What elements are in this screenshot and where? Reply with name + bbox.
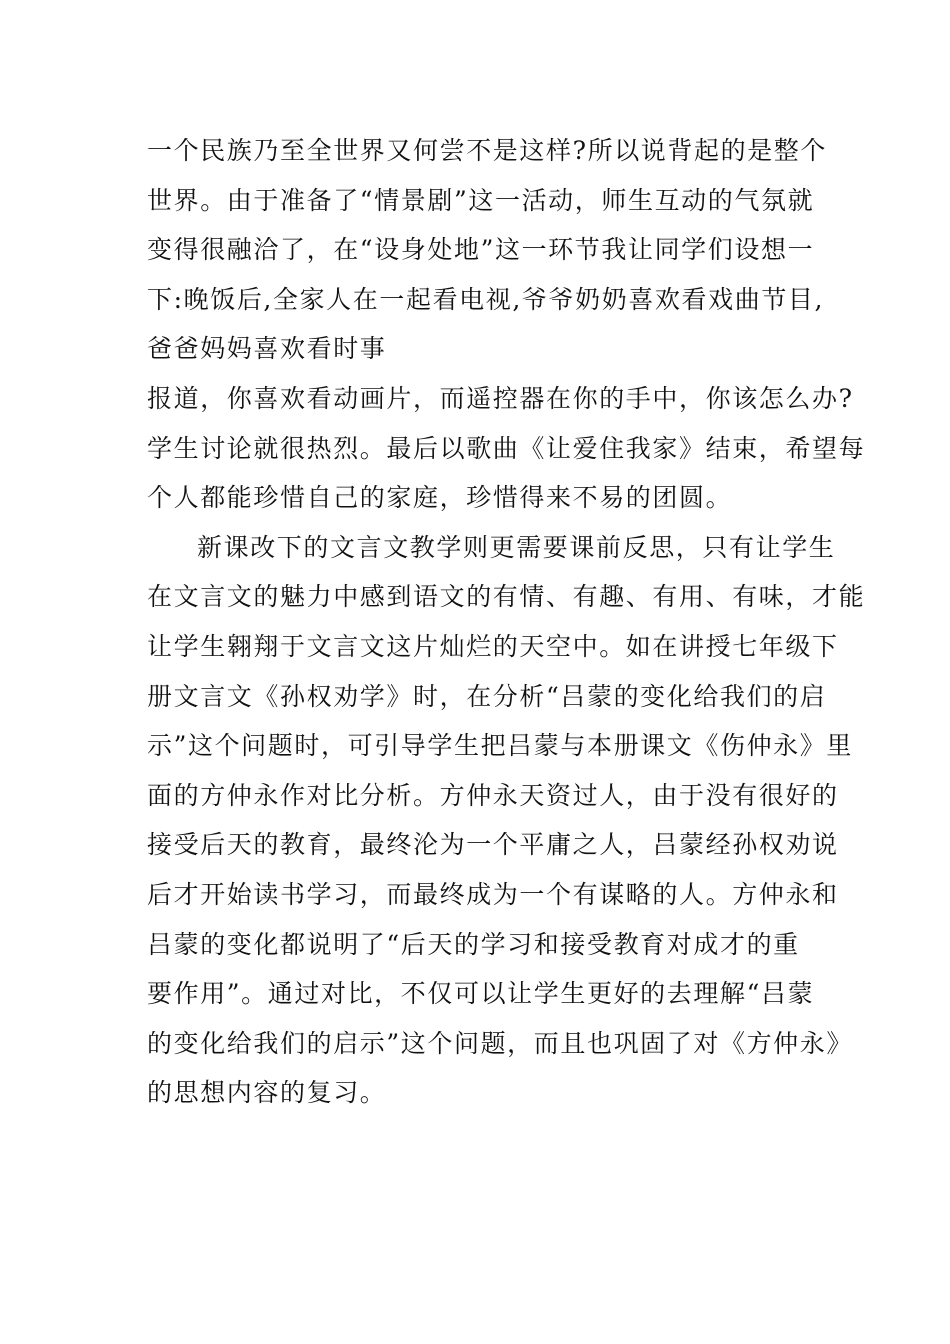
text-line-14: 面的方仲永作对比分析。方仲永天资过人，由于没有很好的 <box>147 780 839 810</box>
text-line-7: 学生讨论就很热烈。最后以歌曲《让爱住我家》结束，希望每 <box>147 433 866 463</box>
text-line-1: 一个民族乃至全世界又何尝不是这样?所以说背起的是整个 <box>147 136 828 165</box>
text-line-19: 的变化给我们的启示”这个问题，而且也巩固了对《方仲永》 <box>147 1028 853 1058</box>
text-line-2: 世界。由于准备了“情景剧”这一活动，师生互动的气氛就 <box>147 185 815 215</box>
text-line-3: 变得很融洽了，在“设身处地”这一环节我让同学们设想一 <box>147 235 815 265</box>
text-line-10: 在文言文的魅力中感到语文的有情、有趣、有用、有味，才能 <box>147 582 866 612</box>
text-line-15: 接受后天的教育，最终沦为一个平庸之人，吕蒙经孙权劝说 <box>147 830 839 860</box>
text-line-17: 吕蒙的变化都说明了“后天的学习和接受教育对成才的重 <box>147 929 800 959</box>
document-body <box>147 126 866 1118</box>
text-line-9: 新课改下的文言文教学则更需要课前反思，只有让学生 <box>197 532 836 562</box>
text-line-16: 后才开始读书学习，而最终成为一个有谋略的人。方仲永和 <box>147 879 839 909</box>
text-line-20: 的思想内容的复习。 <box>147 1078 387 1108</box>
text-line-12: 册文言文《孙权劝学》时，在分析“吕蒙的变化给我们的启 <box>147 681 827 711</box>
text-line-18: 要作用”。通过对比，不仅可以让学生更好的去理解“吕蒙 <box>147 979 815 1009</box>
text-line-13: 示”这个问题时，可引导学生把吕蒙与本册课文《伤仲永》里 <box>147 731 853 761</box>
text-line-5: 爸爸妈妈喜欢看时事 <box>147 334 387 364</box>
text-line-4: 下:晚饭后,全家人在一起看电视,爷爷奶奶喜欢看戏曲节目, <box>147 284 825 314</box>
text-line-8: 个人都能珍惜自己的家庭，珍惜得来不易的团圆。 <box>147 483 733 513</box>
text-line-6: 报道，你喜欢看动画片，而遥控器在你的手中，你该怎么办? <box>147 383 854 413</box>
text-line-11: 让学生翱翔于文言文这片灿烂的天空中。如在讲授七年级下 <box>147 631 839 661</box>
